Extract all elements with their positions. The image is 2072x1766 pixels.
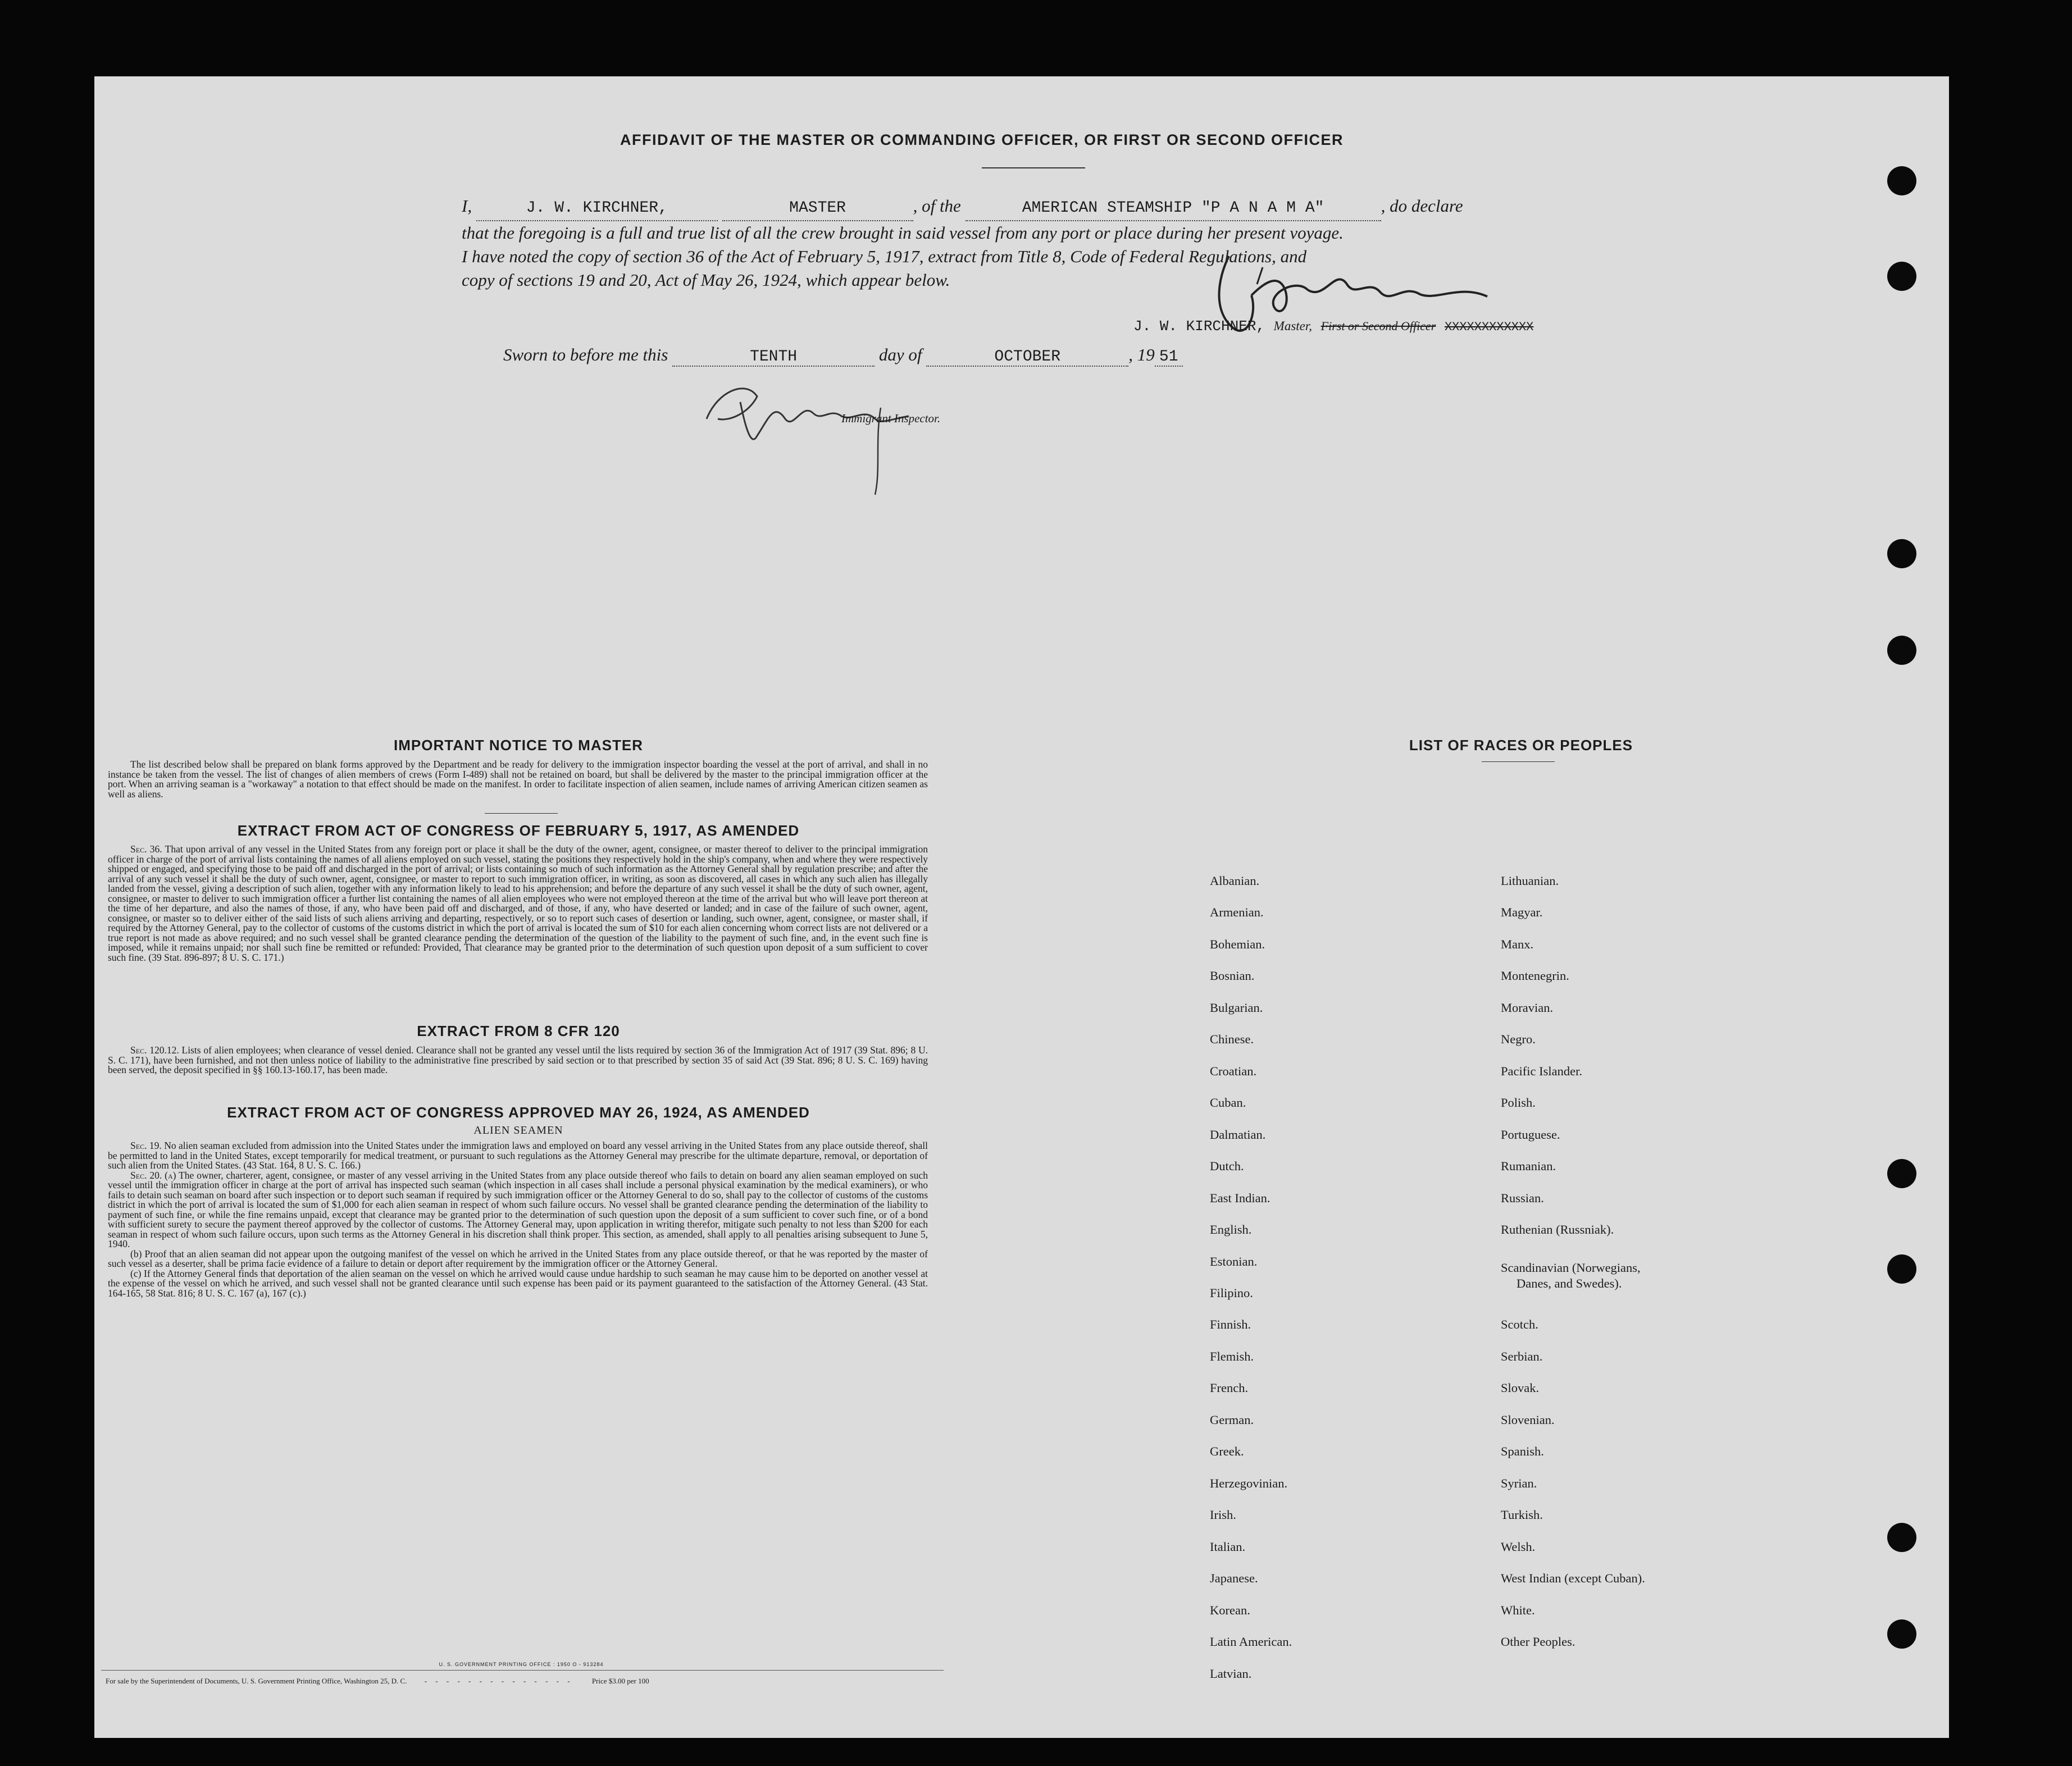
affidavit-line-1 [462,194,1641,221]
extract-1917-title: EXTRACT FROM ACT OF CONGRESS OF FEBRUARY 5, 1917, AS AMENDED [237,822,800,839]
race-item: Ruthenian (Russniak). [1501,1222,1614,1236]
sec-20c-text: (c) If the Attorney General finds that deportation of the alien seaman on the vessel on which he arrived would cause undue hardship to such seaman he may cause him to be deported on another vessel at the expense of the vessel on which he arrived, and such vessel shall not be granted clearance until such expense has been paid or its payment guaranteed to the satisfaction of the Attorney General. (43 Stat. 164-165, 58 Stat. 816; 8 U. S. C. 167 (a), 167 (c).) [108,1267,928,1299]
race-item: Cuban. [1210,1096,1246,1110]
affidavit-line-4: copy of sections 19 and 20, Act of May 26, 1924, which appear below. [462,270,950,290]
race-item: Croatian. [1210,1064,1257,1078]
sec-20b-text: (b) Proof that an alien seaman did not appear upon the outgoing manifest of the vessel on which he arrived in the United States from any place outside thereof, or that he was reported by the master of such vessel as a deserter, shall be prima facie evidence of a failure to detain or deport after requirement by the immigration officer or the Attorney General. [108,1248,928,1269]
race-item: Dalmatian. [1210,1128,1266,1142]
race-item: Japanese. [1210,1571,1258,1585]
race-item: Flemish. [1210,1349,1254,1363]
inspector-label: Immigrant Inspector. [841,412,941,425]
alien-seamen-subtitle: ALIEN SEAMEN [473,1124,563,1137]
sec-120-12-label: Sec. 120.12. [130,1044,179,1056]
signer-struck: First or Second Officer [1320,319,1436,333]
notice-rule [485,813,558,814]
master-signature-line [1133,318,1533,335]
race-item: Albanian. [1210,874,1260,888]
race-item: Russian. [1501,1191,1544,1205]
race-item: Manx. [1501,937,1534,951]
race-item: Montenegrin. [1501,969,1569,983]
sec-36-label: Sec. 36. [130,843,162,855]
sec-20a-text: The owner, charterer, agent, consignee, or master of any vessel arriving in the United States from any place outside thereof who fails to detain on board any alien seaman employed on such vessel until the immigration officer in charge at the port of arrival has inspected such seaman (which inspection in all cases shall include a personal physical examination by the medical examiners), or who fails to detain such seaman on board after such inspection or to deport such seaman if required by such immigration officer or the Attorney General to do so, shall pay to the collector of customs of the customs district in which the port of arrival is located the sum of $1,000 for each alien seaman in respect of whom such failure occurs. No vessel shall be granted clearance pending the determination of the liability to payment of such fine, or while the fine remains unpaid, except that clearance may be granted prior to the determination of such question upon the deposit of a sum sufficient to cover such fine, or of a bond with sufficient surety to secure the payment thereof approved by the collector of customs. The Attorney General may, upon application in writing therefor, mitigate such penalty to not less than $200 for each seaman in respect of whom such failure occurs, upon such terms as the Attorney General in his discretion shall think proper. This section, as amended, shall apply to all penalties arising subsequent to June 5, 1940. [108,1169,928,1249]
footer-dots: - - - - - - - - - - - - - - [424,1677,573,1685]
master-name: J. W. KIRCHNER, [476,197,718,221]
race-item: French. [1210,1381,1249,1395]
race-item: Latvian. [1210,1667,1252,1681]
race-item: Pacific Islander. [1501,1064,1582,1078]
affidavit-page [94,76,1949,1738]
races-title: LIST OF RACES OR PEOPLES [1409,737,1633,754]
race-item: Slovak. [1501,1381,1540,1395]
sworn-line [503,345,1402,367]
sec-19-label: Sec. 19. [130,1140,162,1151]
race-item: Irish. [1210,1508,1236,1522]
signer-typed: J. W. KIRCHNER, [1133,318,1265,335]
affidavit-title: AFFIDAVIT OF THE MASTER OR COMMANDING OFFICER, OR FIRST OR SECOND OFFICER [620,131,1344,148]
footer-left: For sale by the Superintendent of Documents, U. S. Government Printing Office, Washington 25, D. C. [106,1677,407,1685]
footer-rule [101,1670,944,1671]
punch-hole [1887,636,1916,665]
punch-hole [1887,262,1916,291]
race-item: Danes, and Swedes). [1517,1276,1622,1290]
punch-hole [1887,539,1916,568]
punch-hole [1887,1523,1916,1552]
race-item: White. [1501,1603,1535,1617]
master-rank: MASTER [722,197,913,221]
extract-cfr-title: EXTRACT FROM 8 CFR 120 [417,1023,620,1039]
race-item: Herzegovinian. [1210,1476,1288,1490]
title-rule [982,167,1085,168]
race-item: East Indian. [1210,1191,1270,1205]
race-item: Moravian. [1501,1001,1554,1015]
race-item: Magyar. [1501,905,1543,919]
race-item: Chinese. [1210,1032,1254,1046]
race-item: Bosnian. [1210,969,1255,983]
sec-20-label: Sec. 20. (a) [130,1169,176,1181]
line1-of-the: , of the [913,196,961,216]
race-item: Serbian. [1501,1349,1543,1363]
sec-36-text: That upon arrival of any vessel in the United States from any foreign port or place it shall be the duty of the owner, agent, consignee, or master thereof to deliver to the principal immigration officer in charge of the port of arrival lists containing the names of all aliens employed on such vessel, stating the positions they respectively hold in the ship's company, when and where they were respectively shipped or engaged, and specifying those to be paid off and discharged in the port of arrival; or lists containing so much of such information as the Attorney General shall by regulation prescribe; and after the arrival of any such vessel it shall be the duty of such owner, agent, consignee, or master to report to such immigration officer, in writing, as soon as discovered, all cases in which any such alien has illegally landed from the vessel, giving a description of such alien, together with any information likely to lead to his apprehension; and before the departure of any such vessel it shall be the duty of such owner, agent, consignee, or master to deliver to such immigration officer a further list containing the names of all alien employees who were not employed thereon at the time of the arrival but who will leave port thereon at the time of her departure, and also the names of those, if any, who have been paid off and discharged, and of those, if any, who have deserted or landed; and in case of the failure of such owner, agent, consignee, or master so to deliver either of the said lists of such aliens arriving and departing, respectively, or so to report such cases of desertion or landing, such owner, agent, consignee, or master shall, if required by the Attorney General, pay to the collector of customs of the customs district in which the port of arrival is located the sum of $10 for each alien concerning whom correct lists are not delivered or a true report is not made as above required; and no such vessel shall be granted clearance pending the determination of the question of the liability to the payment of such fine, and, in the event such fine is imposed, while it remains unpaid; nor shall such fine be remitted or refunded: Provided, That clearance may be granted prior to the determination of such question upon deposit of a sum sufficient to cover such fine. (39 Stat. 896-897; 8 U. S. C. 171.) [108,843,928,963]
notice-title: IMPORTANT NOTICE TO MASTER [394,737,643,754]
punch-hole [1887,1619,1916,1649]
extract-1924-body [108,1141,928,1298]
race-item: Rumanian. [1501,1159,1556,1173]
race-item: Spanish. [1501,1444,1544,1458]
race-item: Estonian. [1210,1254,1258,1268]
extract-cfr-body [108,1046,928,1075]
race-item: Polish. [1501,1096,1536,1110]
race-item: Slovenian. [1501,1413,1555,1427]
punch-hole [1887,1254,1916,1284]
sworn-month: OCTOBER [926,348,1128,367]
inspector-signature [695,368,954,498]
sworn-year-prefix: , 19 [1128,345,1155,364]
race-item: Bohemian. [1210,937,1265,951]
race-item: Dutch. [1210,1159,1244,1173]
sworn-day: TENTH [672,348,875,367]
sec-19-text: No alien seaman excluded from admission into the United States under the immigration laws and employed on board any vessel arriving in the United States from any place outside thereof, shall be permitted to land in the United States, except temporarily for medical treatment, or pursuant to such regulations as the Attorney General may prescribe for the ultimate departure, removal, or deportation of such alien from the United States. (43 Stat. 164, 8 U. S. C. 166.) [108,1140,928,1171]
race-item: Armenian. [1210,905,1264,919]
race-item: Negro. [1501,1032,1536,1046]
affidavit-line-2: that the foregoing is a full and true list of all the crew brought in said vessel from any port or place during her present voyage. [462,223,1344,243]
race-item: English. [1210,1222,1252,1236]
race-item: Portuguese. [1501,1128,1560,1142]
race-item: Italian. [1210,1540,1246,1554]
race-item: Scotch. [1501,1317,1538,1331]
sworn-day-of: day of [878,345,922,364]
signer-role: Master, [1273,319,1313,333]
race-item: Welsh. [1501,1540,1536,1554]
race-item: Lithuanian. [1501,874,1559,888]
punch-hole [1887,166,1916,195]
punch-hole [1887,1159,1916,1188]
notice-body [108,760,928,799]
race-item: Scandinavian (Norwegians, [1501,1261,1641,1275]
footer [106,1677,948,1686]
race-item: Other Peoples. [1501,1635,1575,1649]
race-item: Filipino. [1210,1286,1253,1300]
extract-1924-title: EXTRACT FROM ACT OF CONGRESS APPROVED MAY 26, 1924, AS AMENDED [227,1104,810,1121]
race-item: Syrian. [1501,1476,1537,1490]
sworn-year: 51 [1155,348,1183,367]
race-item: Korean. [1210,1603,1250,1617]
race-item: Turkish. [1501,1508,1543,1522]
line1-suffix: , do declare [1381,196,1463,216]
gpo-line: U. S. GOVERNMENT PRINTING OFFICE : 1950 O - 913284 [439,1662,604,1667]
sworn-prefix: Sworn to before me this [503,345,668,364]
vessel-name: AMERICAN STEAMSHIP "P A N A M A" [966,197,1381,221]
race-item: Bulgarian. [1210,1001,1263,1015]
race-item: Greek. [1210,1444,1244,1458]
affidavit-line-3: I have noted the copy of section 36 of the Act of February 5, 1917, extract from Title 8, Code of Federal Regulations, and [462,247,1307,266]
race-item: West Indian (except Cuban). [1501,1571,1645,1585]
notice-paragraph: The list described below shall be prepared on blank forms approved by the Department and be ready for delivery to the immigration inspector boarding the vessel at the port of arrival, and shall in no instance be taken from the vessel. The list of changes of alien members of crews (Form I-489) shall not be retained on board, but shall be delivered by the master to the principal immigration officer at the port. When an arriving seaman is a "workaway" a notation to that effect should be made on the manifest. In order to facilitate inspection of alien seamen, include names of arriving American citizen seamen as well as aliens. [108,759,928,800]
footer-right: Price $3.00 per 100 [591,1677,649,1685]
line1-prefix: I, [462,196,472,216]
race-item: Finnish. [1210,1317,1251,1331]
races-rule [1482,761,1555,762]
sec-120-12-text: Lists of alien employees; when clearance of vessel denied. Clearance shall not be granted any vessel until the lists required by section 36 of the Immigration Act of 1917 (39 Stat. 896; 8 U. S. C. 171), have been furnished, and not then unless notice of liability to the administrative fine prescribed by said section or to that prescribed by section 35 of said Act (39 Stat. 896; 8 U. S. C. 169) having been served, the deposit specified in §§ 160.13-160.17, has been made. [108,1044,928,1075]
extract-1917-body [108,845,928,962]
race-item: German. [1210,1413,1254,1427]
race-item: Latin American. [1210,1635,1292,1649]
signer-xs: XXXXXXXXXXXX [1444,320,1534,334]
